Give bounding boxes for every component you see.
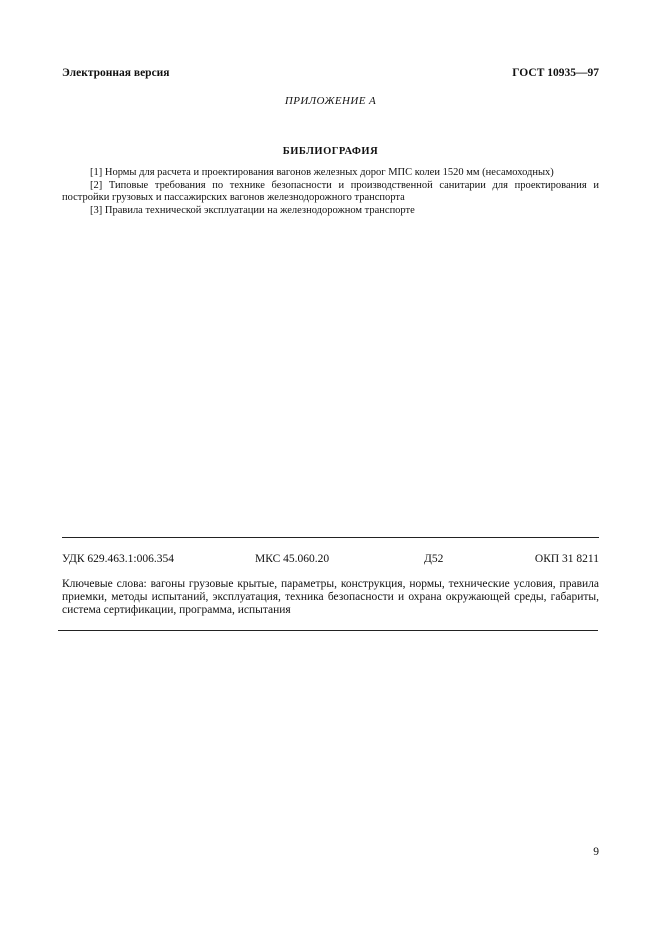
bibliography-title: БИБЛИОГРАФИЯ [282,146,379,157]
bibliography-item-2: [2] Типовые требования по технике безопасности и производственной санитарии для проектирования и постройки грузовых и пассажирских вагонов железнодорожного транспорта [62,179,599,203]
keywords-text: Ключевые слова: вагоны грузовые крытые, параметры, конструкция, нормы, технические условия, правила приемки, методы испытаний, эксплуатация, техника безопасности и охрана окружающей среды, габариты, система сертификации, программа, испытания [62,578,599,616]
bibliography-item-1: [1] Нормы для расчета и проектирования вагонов железных дорог МПС колеи 1520 мм (несамоходных) [90,167,554,178]
appendix-title: ПРИЛОЖЕНИЕ А [284,95,377,107]
udk-code: УДК 629.463.1:006.354 [62,553,174,565]
divider-bottom [58,630,598,631]
mks-code: МКС 45.060.20 [255,553,330,565]
divider-top [62,537,599,538]
group-code: Д52 [424,553,444,565]
header-standard-number: ГОСТ 10935—97 [512,67,599,79]
page-number: 9 [593,846,599,858]
okp-code: ОКП 31 8211 [534,553,599,565]
bibliography-list [62,167,599,217]
bibliography-item-3: [3] Правила технической эксплуатации на железнодорожном транспорте [90,204,415,216]
header-electronic-version: Электронная версия [62,67,170,79]
